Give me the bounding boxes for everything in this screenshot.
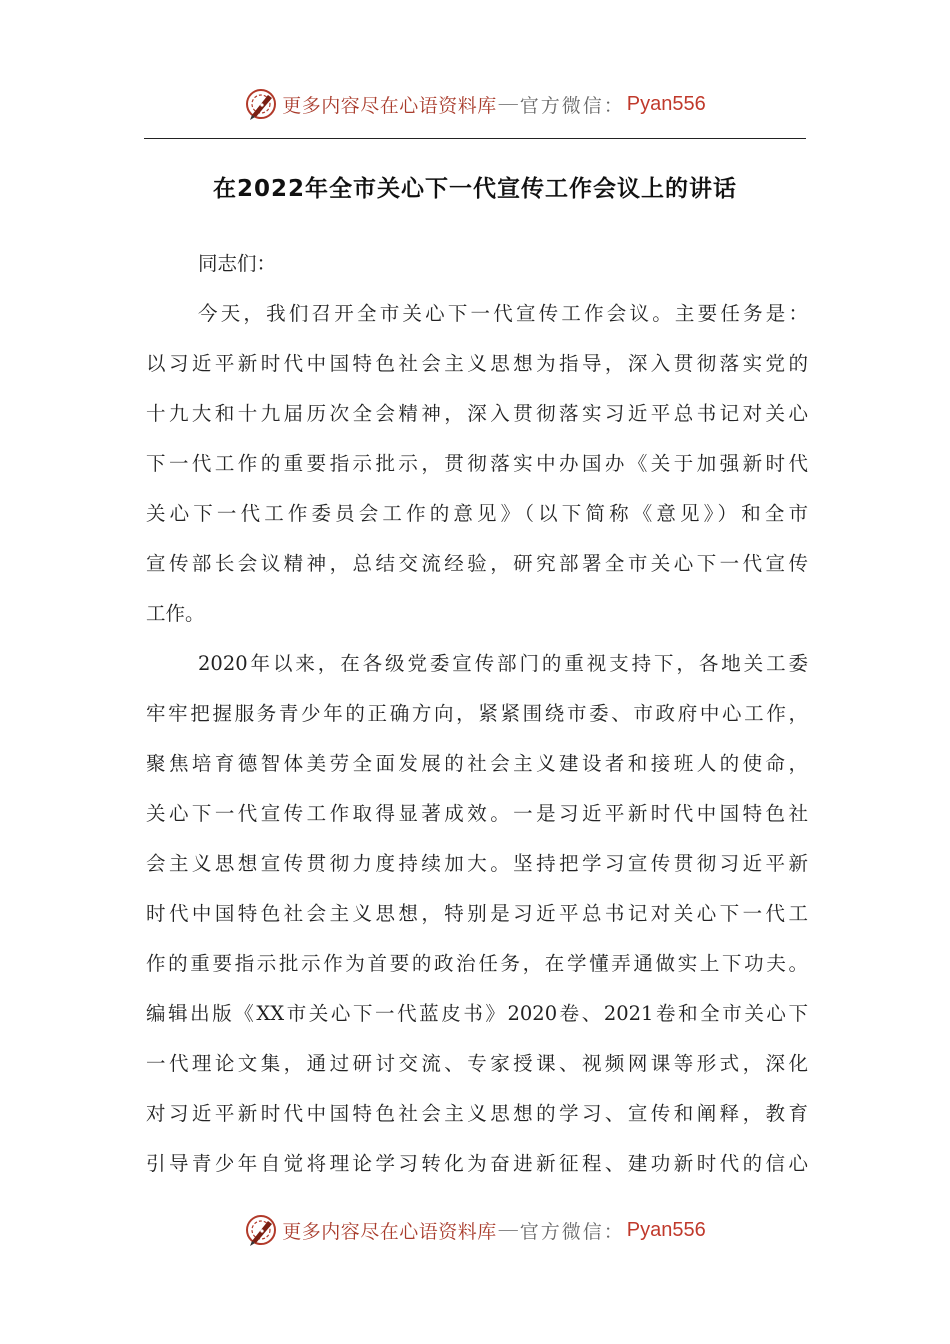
text-line: 聚焦培育德智体美劳全面发展的社会主义建设者和接班人的使命， [146, 752, 808, 775]
salutation-line: 同志们： [198, 252, 277, 275]
text-line: 时代中国特色社会主义思想，特别是习近平总书记对关心下一代工 [146, 902, 808, 925]
text-line: 编辑出版《XX市关心下一代蓝皮书》2020卷、2021卷和全市关心下 [146, 1002, 808, 1025]
footer-banner[interactable] [0, 1210, 950, 1250]
wechat-id: Pyan556 [626, 1218, 706, 1241]
text-line: 十九大和十九届历次全会精神，深入贯彻落实习近平总书记对关心 [146, 402, 808, 425]
wechat-id: Pyan556 [626, 92, 706, 115]
text-line: 关心下一代宣传工作取得显著成效。一是习近平新时代中国特色社 [146, 802, 808, 825]
text-line: 工作。 [146, 602, 205, 625]
text-line: 一代理论文集，通过研讨交流、专家授课、视频网课等形式，深化 [146, 1052, 808, 1075]
text-line: 对习近平新时代中国特色社会主义思想的学习、宣传和阐释，教育 [146, 1102, 808, 1125]
document-title: 在2022年全市关心下一代宣传工作会议上的讲话 [212, 176, 737, 202]
site-name: 更多内容尽在心语资料库 [282, 94, 497, 117]
wechat-label: 官方微信： [519, 1220, 625, 1243]
site-name: 更多内容尽在心语资料库 [282, 1220, 497, 1243]
header-banner[interactable] [0, 84, 950, 124]
text-line: 作的重要指示批示作为首要的政治任务，在学懂弄通做实上下功夫。 [146, 952, 808, 975]
text-line: 引导青少年自觉将理论学习转化为奋进新征程、建功新时代的信心 [146, 1152, 808, 1175]
pen-logo-icon [244, 87, 278, 121]
banner-separator: — [498, 93, 518, 114]
banner-separator: — [498, 1219, 518, 1240]
text-line: 以习近平新时代中国特色社会主义思想为指导，深入贯彻落实党的 [146, 352, 808, 375]
text-line: 会主义思想宣传贯彻力度持续加大。坚持把学习宣传贯彻习近平新 [146, 852, 808, 875]
text-line: 关心下一代工作委员会工作的意见》（以下简称《意见》）和全市 [146, 502, 808, 525]
header-divider [144, 138, 806, 139]
text-line: 下一代工作的重要指示批示，贯彻落实中办国办《关于加强新时代 [146, 452, 808, 475]
wechat-label: 官方微信： [519, 94, 625, 117]
text-line: 今天，我们召开全市关心下一代宣传工作会议。主要任务是： [198, 302, 808, 325]
text-line: 宣传部长会议精神，总结交流经验，研究部署全市关心下一代宣传 [146, 552, 808, 575]
text-line: 牢牢把握服务青少年的正确方向，紧紧围绕市委、市政府中心工作， [146, 702, 808, 725]
text-line: 2020年以来，在各级党委宣传部门的重视支持下，各地关工委 [198, 652, 808, 675]
pen-logo-icon [244, 1213, 278, 1247]
document-body [146, 239, 808, 1189]
